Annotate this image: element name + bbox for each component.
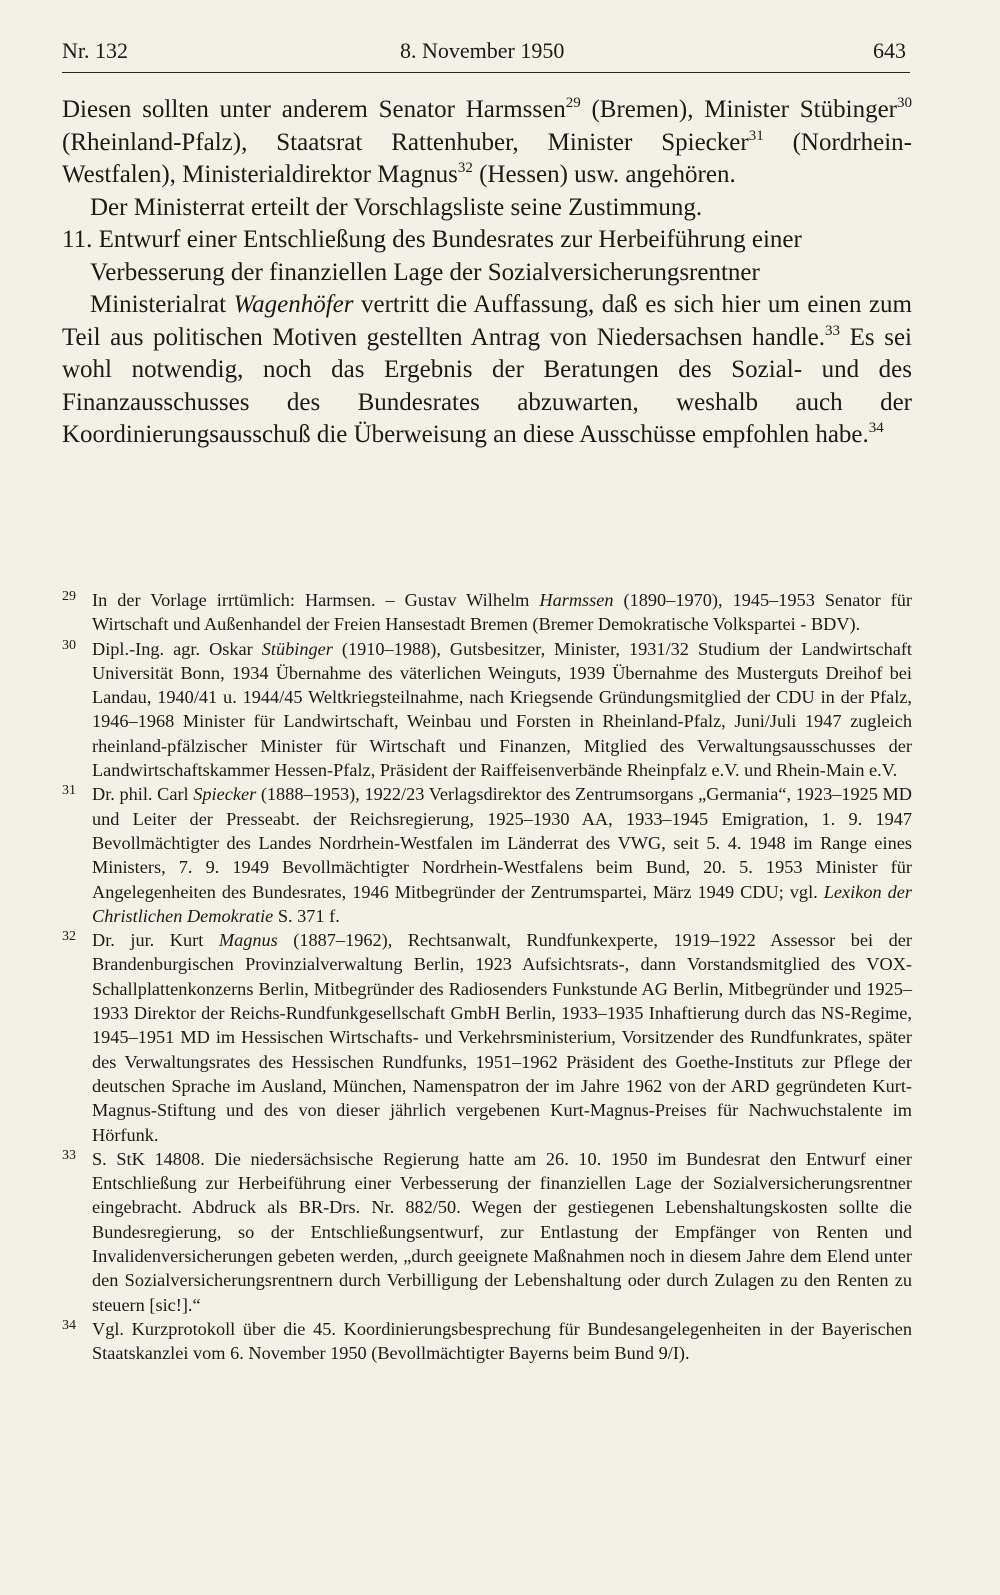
document-number: Nr. 132 [62, 38, 128, 63]
text-run: (1910–1988), Gutsbesitzer, Minister, 1931/32 Studium der Landwirtschaft Universität Bonn, 1934 Übernahme des väterlichen Weinguts, 1939 Übernahme des Musterguts Dreihof bei Landau, 1940/41 u. 1944/45 Weltkriegsteilnahme, nach Kriegsende Gründungsmitglied der CDU in der Pfalz, 1946–1968 Minister für Landwirtschaft, Weinbau und Forsten in Rheinland-Pfalz, Juni/Juli 1947 zugleich rheinland-pfälzischer Minister für Wirtschaft und Finanzen, Mitglied des Verwaltungsausschusses der Landwirtschaftskammer Hessen-Pfalz, Präsident der Raiffeisenverbände Rheinpfalz e.V. und Rhein-Main e.V. [92, 638, 912, 781]
text-run: Ministerialrat [90, 291, 234, 318]
text-run: Diesen sollten unter anderem Senator Harmssen [62, 96, 566, 123]
footnote-29 [62, 588, 912, 637]
footnote-30 [62, 637, 912, 783]
text-run: Dipl.-Ing. agr. Oskar [92, 638, 262, 659]
text-run: Dr. jur. Kurt [92, 930, 219, 951]
footnote-ref-34[interactable]: 34 [868, 420, 884, 436]
footnote-ref-33[interactable]: 33 [825, 322, 841, 339]
footnote-34 [62, 1317, 912, 1366]
text-run: S. 371 f. [273, 905, 340, 926]
text-run: vertritt die Auffassung, daß es sich hier um einen zum Teil aus politischen Motiven gestellten Antrag von Niedersachsen handle. [62, 291, 913, 351]
text-run: (1888–1953), 1922/23 Verlagsdirektor des Zentrumsorgans „Germania“, 1923–1925 MD und Leiter der Presseabt. der Reichsregierung, 1925–1930 AA, 1933–1945 Emigration, 1. 9. 1947 Bevollmächtigter des Landes Nordrhein-Westfalen im Länderrat des VWG, seit 5. 4. 1948 im Range eines Ministers, 7. 9. 1949 Bevollmächtigter Nordrhein-Westfalens beim Bund, 20. 5. 1953 Minister für Angelegenheiten des Bundesrates, 1946 Mitbegründer der Zentrumspartei, März 1949 CDU; vgl. [92, 784, 913, 902]
footnote-ref-29[interactable]: 29 [565, 95, 581, 111]
footnote-31 [62, 782, 912, 928]
person-name: Magnus [218, 930, 278, 951]
person-name: Spiecker [193, 784, 257, 805]
text-run: (Nordrhein-Westfalen), Ministerialdirektor Magnus [62, 128, 912, 188]
text-run: (Rheinland-Pfalz), Staatsrat Rattenhuber, Minister Spiecker [62, 128, 749, 156]
text-run: Vgl. Kurzprotokoll über die 45. Koordinierungsbesprechung für Bundesangelegenheiten in der Bayerischen Staatskanzlei vom 6. November 1950 (Bevollmächtigter Bayerns beim Bund 9/I). [92, 1318, 912, 1364]
main-text [62, 94, 912, 452]
person-name: Stübinger [261, 638, 333, 659]
footnote-ref-32[interactable]: 32 [457, 160, 473, 176]
paragraph-approval: Der Ministerrat erteilt der Vorschlagsliste seine Zustimmung. [90, 193, 703, 221]
text-run: (1887–1962), Rechtsanwalt, Rundfunkexperte, 1919–1922 Assessor bei der Brandenburgischen Provinzialverwaltung Berlin, 1923 Aufsichtsrats-, dann Vorstandsmitglied des VOX-Schallplattenkonzerns Berlin, Mitbegründer des Radiosenders Funkstunde AG Berlin, Mitbegründer und 1925–1933 Direktor der Reichs-Rundfunkgesellschaft GmbH Berlin, 1933–1935 Inhaftierung durch das NS-Regime, 1945–1951 MD im Hessischen Wirtschafts- und Verkehrsministerium, Vorsitzender des Rundfunkrates, später des Verwaltungsrates des Hessischen Rundfunks, 1951–1962 Präsident des Goethe-Instituts zur Pflege der deutschen Sprache im Ausland, München, Namenspatron der im Jahre 1962 von der ARD gegründeten Kurt-Magnus-Stiftung und des von dieser jährlich vergebenen Kurt-Magnus-Preises für Nachwuchstalente im Hörfunk. [92, 930, 912, 1145]
footnote-number: 32 [62, 929, 76, 945]
running-header [62, 36, 910, 73]
footnote-ref-31[interactable]: 31 [748, 127, 764, 144]
footnote-33 [62, 1147, 912, 1317]
agenda-item-11-title: 11. Entwurf einer Entschließung des Bundesrates zur Herbeiführung einer Verbesserung der finanziellen Lage der Sozialversicherungsrentner [62, 226, 802, 286]
text-run: (1890–1970), 1945–1953 Senator für Wirtschaft und Außenhandel der Freien Hansestadt Bremen (Bremer Demokratische Volkspartei - BDV). [92, 590, 912, 635]
text-run: Dr. phil. Carl [92, 784, 194, 805]
footnote-number: 34 [62, 1317, 76, 1333]
footnote-32 [62, 928, 912, 1147]
footnote-ref-30[interactable]: 30 [896, 95, 912, 111]
footnotes [62, 588, 912, 1366]
footnote-number: 33 [62, 1147, 76, 1163]
text-run: In der Vorlage irrtümlich: Harmsen. – Gustav Wilhelm [92, 590, 540, 610]
footnote-number: 29 [62, 589, 76, 604]
person-name: Wagenhöfer [233, 291, 354, 318]
header-date: 8. November 1950 [400, 38, 565, 63]
page-number: 643 [873, 38, 906, 63]
footnote-number: 31 [62, 783, 76, 799]
footnote-number: 30 [62, 637, 76, 653]
person-name: Harmssen [539, 590, 614, 610]
paragraph-wagenhoefer [62, 289, 912, 452]
work-title: Lexikon der Christlichen Demokratie [92, 881, 912, 926]
text-run: S. StK 14808. Die niedersächsische Regierung hatte am 26. 10. 1950 im Bundesrat den Entwurf einer Entschließung zur Herbeiführung einer Verbesserung der finanziellen Lage der Sozialversicherungsrentner eingebracht. Abdruck als BR-Drs. Nr. 882/50. Wegen der gestiegenen Lebenshaltungskosten sollte die Bundesregierung, so der Entschließungsentwurf, zur Entlastung der Empfänger von Renten und Invalidenversicherungen gebeten werden, „durch geeignete Maßnahmen noch in diesem Jahre dem Elend unter den Sozialversicherungsrentnern durch Verbilligung der Lebenshaltung oder durch Zulagen zu den Renten zu steuern [sic!].“ [92, 1148, 912, 1315]
text-run: (Bremen), Minister Stübinger [580, 96, 897, 123]
text-run: Es sei wohl notwendig, noch das Ergebnis der Beratungen des Sozial- und des Finanzausschusses des Bundesrates abzuwarten, weshalb auch der Koordinierungsausschuß die Überweisung an diese Ausschüsse empfohlen habe. [62, 323, 912, 448]
paragraph-committee-members [62, 94, 912, 192]
text-run: (Hessen) usw. angehören. [472, 161, 736, 188]
